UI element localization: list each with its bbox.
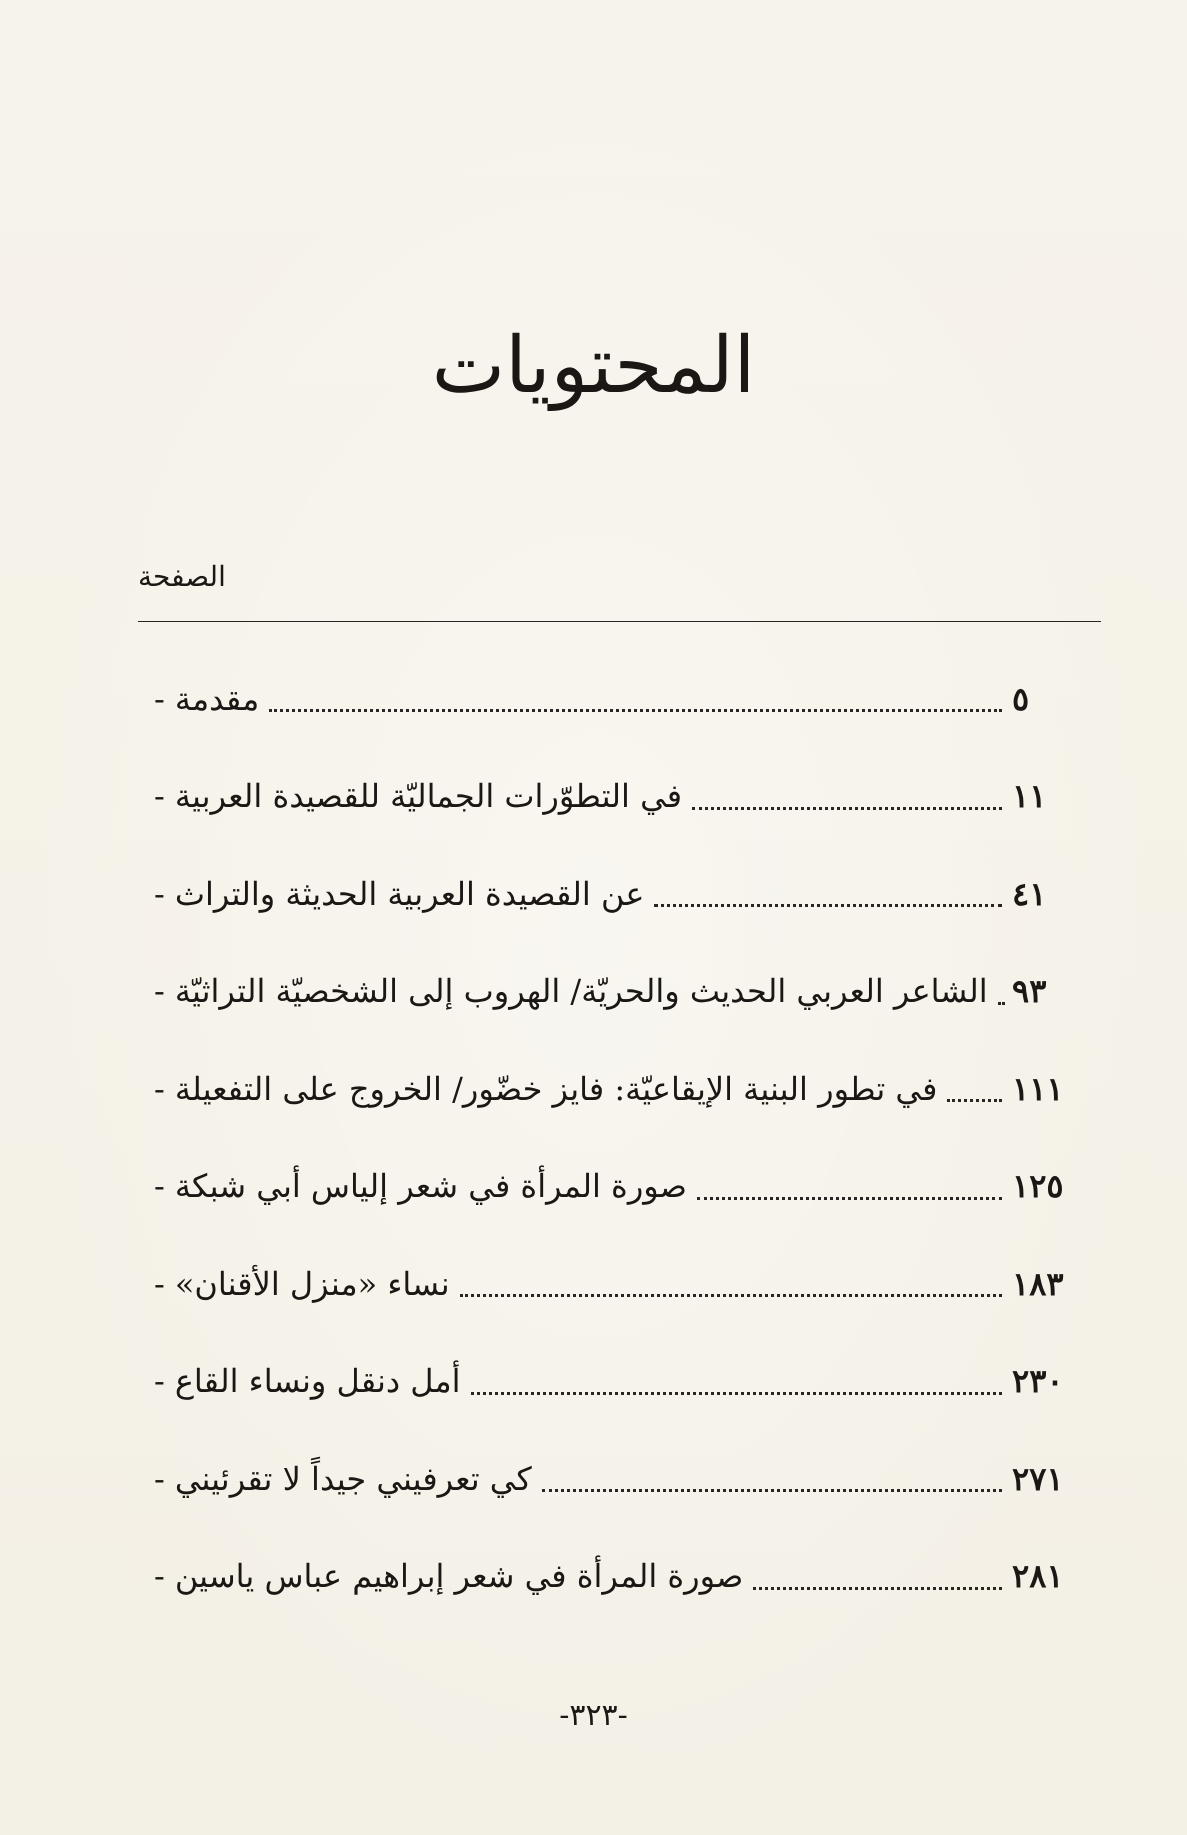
toc-page-number: ٤١ [1012,874,1047,913]
toc-title: عن القصيدة العربية الحديثة والتراث [174,874,645,913]
dot-leader [269,709,1002,712]
toc-page-number: ٢٨١ [1012,1557,1064,1596]
toc-entry-5[interactable] [150,1040,1090,1138]
page-number-footer: -٣٢٣- [559,1698,628,1733]
toc-title: الشاعر العربي الحديث والحريّة/ الهروب إلى الشخصيّة التراثيّة [174,972,988,1011]
toc-entry-2[interactable] [150,748,1090,846]
toc-dash: - [154,1264,165,1303]
toc-entry-7[interactable] [150,1235,1090,1333]
table-of-contents [150,650,1090,1625]
toc-title: كي تعرفيني جيداً لا تقرئيني [174,1459,532,1498]
toc-dash: - [154,777,165,816]
toc-title: صورة المرأة في شعر إبراهيم عباس ياسين [174,1557,744,1596]
dot-leader [697,1197,1002,1200]
toc-dash: - [154,874,165,913]
toc-entry-6[interactable] [150,1138,1090,1236]
toc-dash: - [154,1069,165,1108]
toc-dash: - [154,1459,165,1498]
page-title: المحتويات [431,321,756,411]
toc-dash: - [154,679,165,718]
toc-page-number: ١٨٣ [1012,1264,1064,1303]
toc-dash: - [154,1557,165,1596]
toc-entry-1[interactable] [150,650,1090,748]
dot-leader [460,1294,1002,1297]
toc-page-number: ١٢٥ [1012,1167,1064,1206]
dot-leader [471,1392,1002,1395]
toc-title: في تطور البنية الإيقاعيّة: فايز خضّور/ الخروج على التفعيلة [174,1069,938,1108]
toc-entry-4[interactable] [150,943,1090,1041]
toc-title: أمل دنقل ونساء القاع [174,1362,461,1401]
toc-dash: - [154,1362,165,1401]
toc-entry-10[interactable] [150,1528,1090,1626]
toc-dash: - [154,1167,165,1206]
toc-title: صورة المرأة في شعر إلياس أبي شبكة [174,1167,687,1206]
toc-dash: - [154,972,165,1011]
dot-leader [947,1099,1002,1102]
toc-title: في التطوّرات الجماليّة للقصيدة العربية [174,777,683,816]
toc-page-number: ١١ [1012,777,1047,816]
header-divider [138,621,1101,622]
toc-entry-8[interactable] [150,1333,1090,1431]
toc-entry-3[interactable] [150,845,1090,943]
dot-leader [998,1002,1002,1005]
toc-page-number: ٩٣ [1012,972,1047,1011]
toc-page-number: ٢٣٠ [1012,1362,1064,1401]
toc-page-number: ١١١ [1012,1069,1064,1108]
dot-leader [654,904,1002,907]
toc-title: نساء «منزل الأقنان» [174,1264,450,1303]
dot-leader [692,807,1002,810]
toc-page-number: ٢٧١ [1012,1459,1064,1498]
toc-page-number: ٥ [1012,679,1030,718]
dot-leader [753,1587,1002,1590]
toc-entry-9[interactable] [150,1430,1090,1528]
dot-leader [542,1489,1002,1492]
page-column-label: الصفحة [138,560,226,593]
toc-title: مقدمة [174,679,260,718]
